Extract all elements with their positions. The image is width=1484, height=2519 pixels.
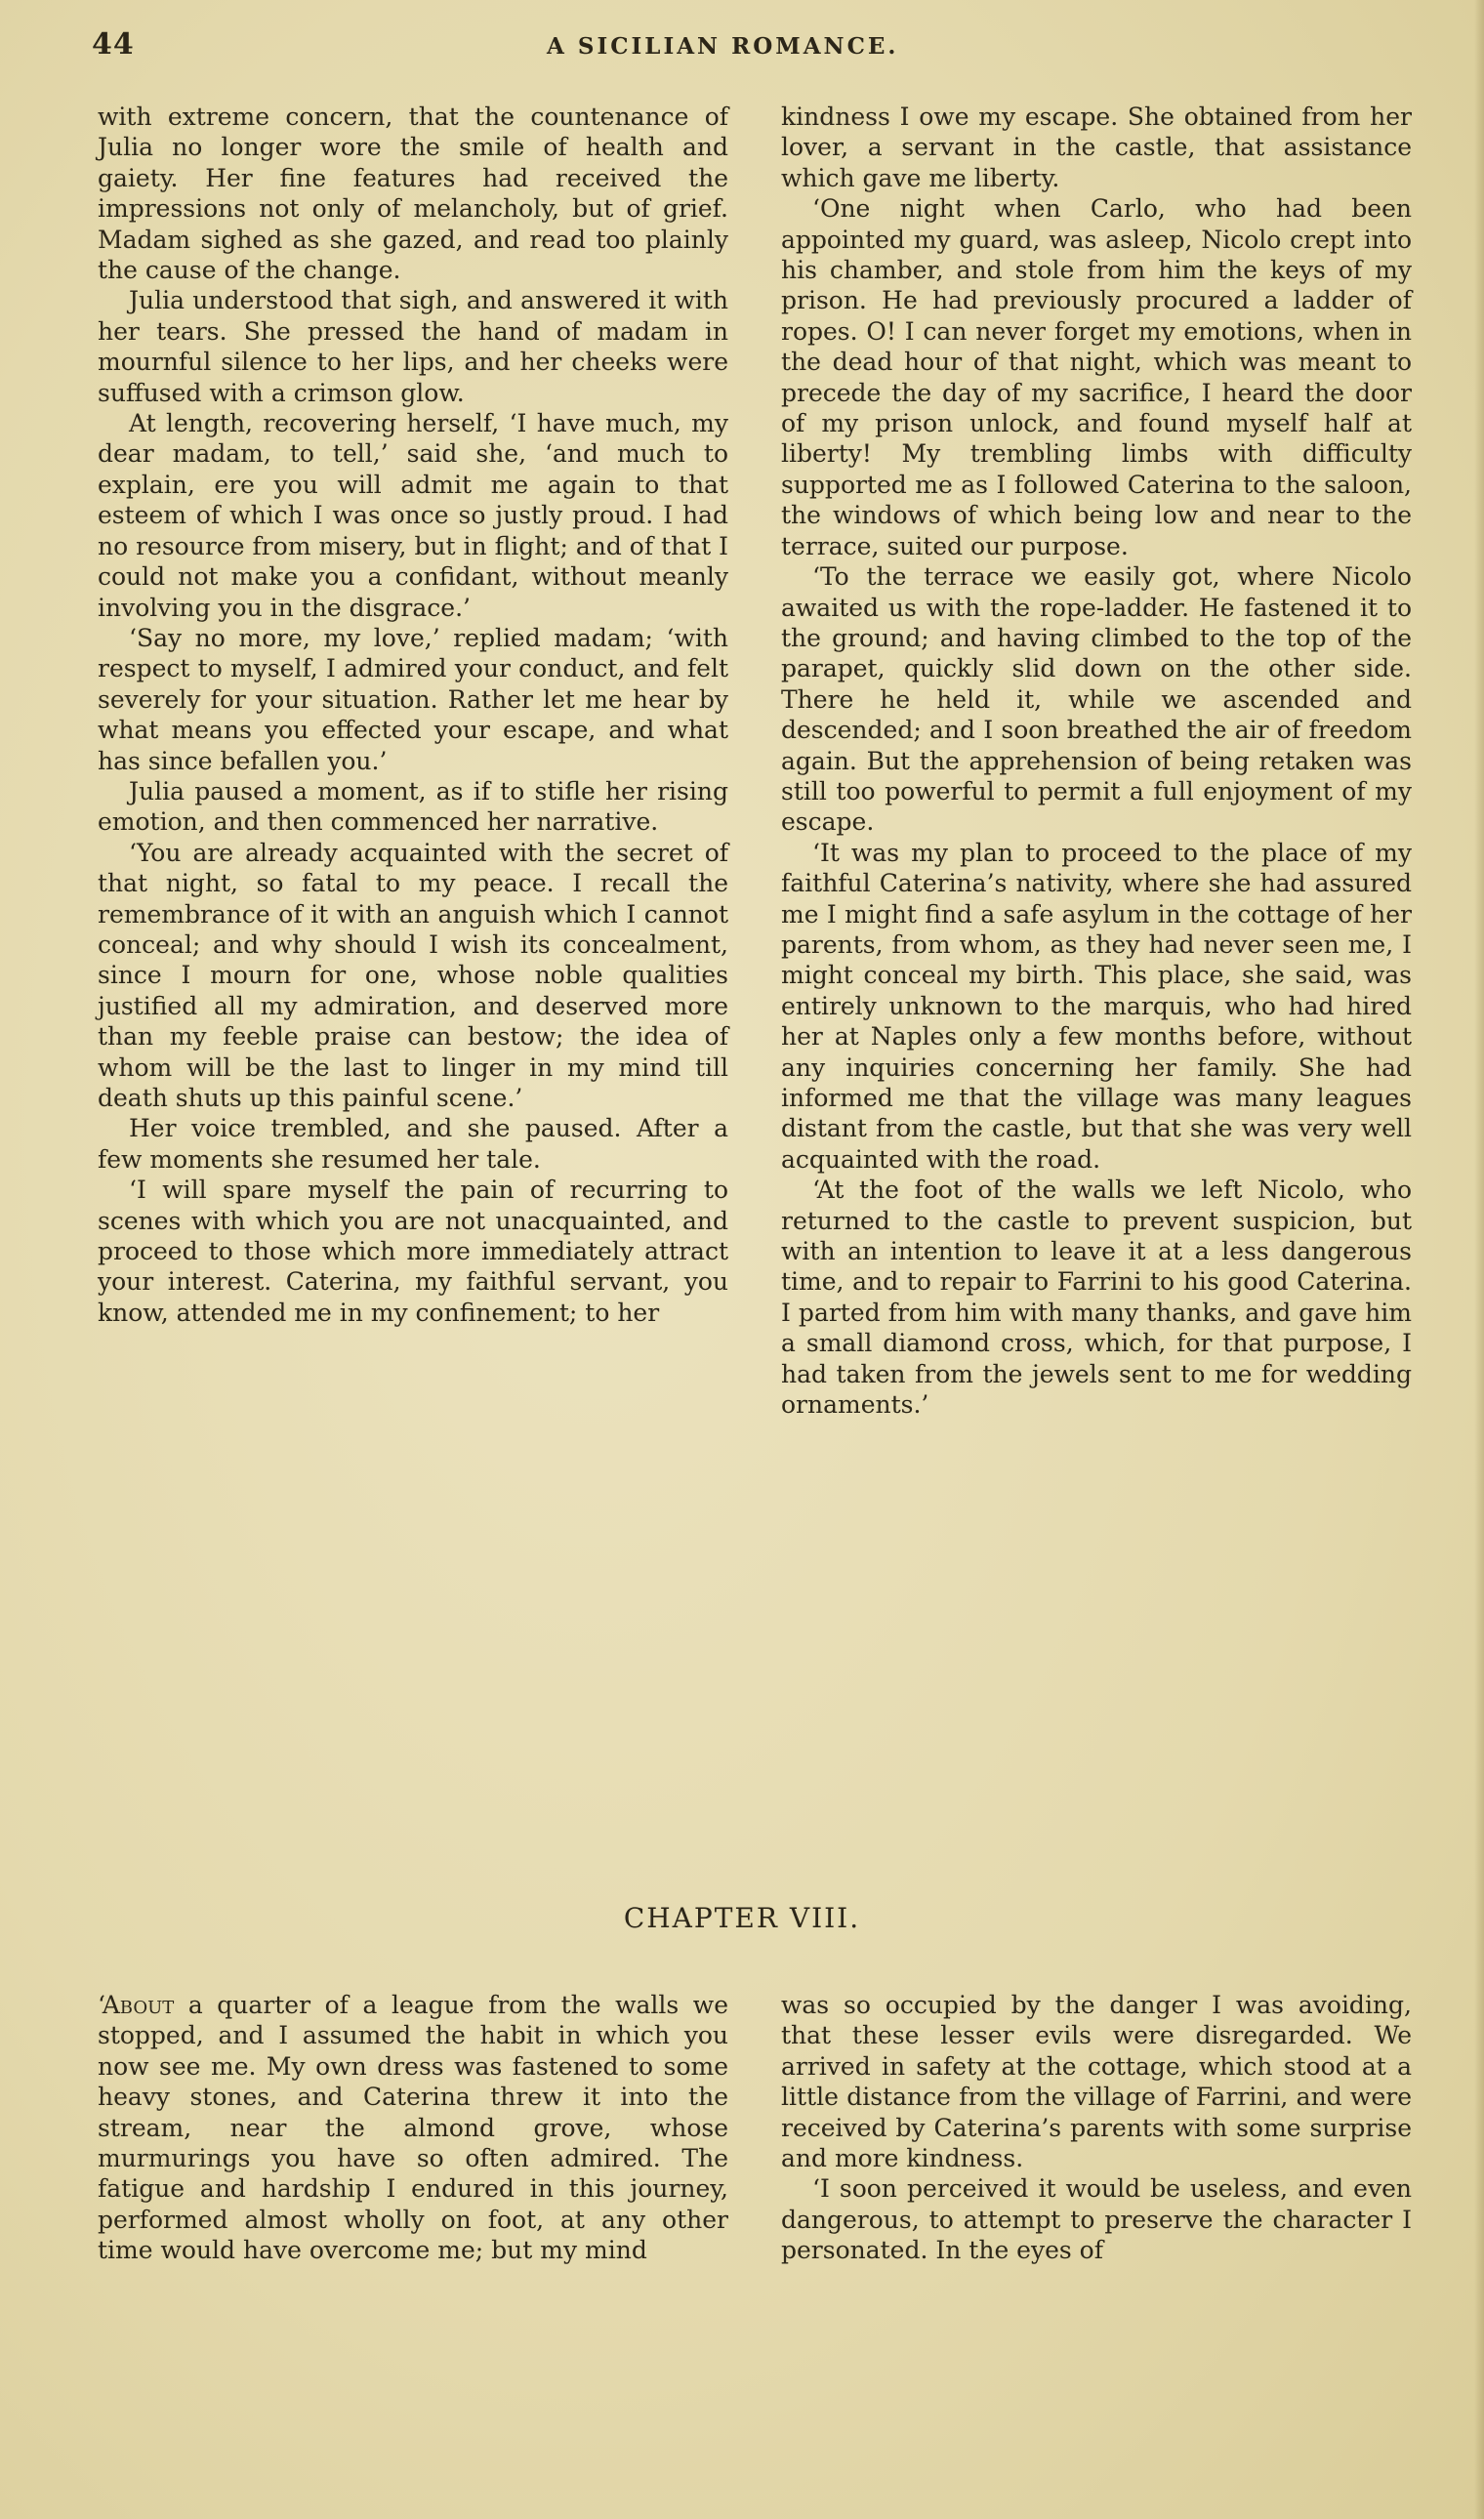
paragraph: kindness I owe my escape. She obtained from her lover, a servant in the castle, that assistance which gave me liberty. <box>781 103 1412 192</box>
chapter-heading: CHAPTER VIII. <box>623 1902 861 1934</box>
paragraph <box>98 1990 728 2266</box>
paragraph-text: a quarter of a league from the walls we stopped, and I assumed the habit in which you now see me. My own dress was fastened to some heavy stones, and Caterina threw it into the stream, near the almond grove, whose murmurings you have so often admired. The fatigue and hardship I endured in this journey, performed almost wholly on foot, at any other time would have overcome me; but my mind <box>98 1991 728 2265</box>
paragraph: ‘I will spare myself the pain of recurring to scenes with which you are not unacquainted, and proceed to those which more immediately attract your interest. Caterina, my faithful servant, you know, attended me in my confinement; to her <box>98 1176 728 1327</box>
paragraph: ‘At the foot of the walls we left Nicolo, who returned to the castle to prevent suspicion, but with an intention to leave it at a less dangerous time, and to repair to Farrini to his good Caterina. I parted from him with many thanks, and gave him a small diamond cross, which, for that purpose, I had taken from the jewels sent to me for wedding ornaments.’ <box>781 1176 1412 1420</box>
top-right-column <box>781 102 1412 1420</box>
chapter-opening-word: ‘About <box>98 1991 175 2019</box>
chapter-right-column <box>781 1990 1412 2266</box>
paragraph: ‘You are already acquainted with the secret of that night, so fatal to my peace. I recall the remembrance of it with an anguish which I cannot conceal; and why should I wish its concealment, since I mourn for one, whose noble qualities justified all my admiration, and deserved more than my feeble praise can bestow; the idea of whom will be the last to linger in my mind till death shuts up this painful scene.’ <box>98 838 728 1112</box>
top-left-column <box>98 102 728 1328</box>
paragraph: Julia understood that sigh, and answered it with her tears. She pressed the hand of madam in mournful silence to her lips, and her cheeks were suffused with a crimson glow. <box>98 286 728 407</box>
paragraph: with extreme concern, that the countenance of Julia no longer wore the smile of health and gaiety. Her fine features had received the impressions not only of melancholy, but of grief. Madam sighed as she gazed, and read too plainly the cause of the change. <box>98 103 728 285</box>
paragraph: ‘I soon perceived it would be useless, and even dangerous, to attempt to preserve the character I personated. In the eyes of <box>781 2174 1412 2265</box>
paragraph: was so occupied by the danger I was avoiding, that these lesser evils were disregarded. We arrived in safety at the cottage, which stood at a little distance from the village of Farrini, and were received by Caterina’s parents with some surprise and more kindness. <box>781 1991 1412 2173</box>
page-edge-shadow <box>1474 0 1484 2519</box>
page-number: 44 <box>92 27 135 62</box>
paragraph: ‘It was my plan to proceed to the place of my faithful Caterina’s nativity, where she had assured me I might find a safe asylum in the cottage of her parents, from whom, as they had never seen me, I might conceal my birth. This place, she said, was entirely unknown to the marquis, who had hired her at Naples only a few months before, without any inquiries concerning her family. She had informed me that the village was many leagues distant from the castle, but that she was very well acquainted with the road. <box>781 838 1412 1174</box>
paragraph: Her voice trembled, and she paused. After a few moments she resumed her tale. <box>98 1114 728 1174</box>
paragraph: At length, recovering herself, ‘I have much, my dear madam, to tell,’ said she, ‘and much to explain, ere you will admit me again to that esteem of which I was once so justly proud. I had no resource from misery, but in flight; and of that I could not make you a confidant, without meanly involving you in the disgrace.’ <box>98 409 728 622</box>
paragraph: Julia paused a moment, as if to stifle her rising emotion, and then commenced her narrative. <box>98 776 728 837</box>
running-title: A SICILIAN ROMANCE. <box>547 33 899 60</box>
paragraph: ‘Say no more, my love,’ replied madam; ‘with respect to myself, I admired your conduct, and felt severely for your situation. Rather let me hear by what means you effected your escape, and what has since befallen you.’ <box>98 623 728 775</box>
paragraph: ‘To the terrace we easily got, where Nicolo awaited us with the rope-ladder. He fastened it to the ground; and having climbed to the top of the parapet, quickly slid down on the other side. There he held it, while we ascended and descended; and I soon breathed the air of freedom again. But the apprehension of being retaken was still too powerful to permit a full enjoyment of my escape. <box>781 562 1412 837</box>
paragraph: ‘One night when Carlo, who had been appointed my guard, was asleep, Nicolo crept into his chamber, and stole from him the keys of my prison. He had previously procured a ladder of ropes. O! I can never forget my emotions, when in the dead hour of that night, which was meant to precede the day of my sacrifice, I heard the door of my prison unlock, and found myself half at liberty! My trembling limbs with difficulty supported me as I followed Caterina to the saloon, the windows of which being low and near to the terrace, suited our purpose. <box>781 194 1412 560</box>
chapter-left-column <box>98 1990 728 2266</box>
